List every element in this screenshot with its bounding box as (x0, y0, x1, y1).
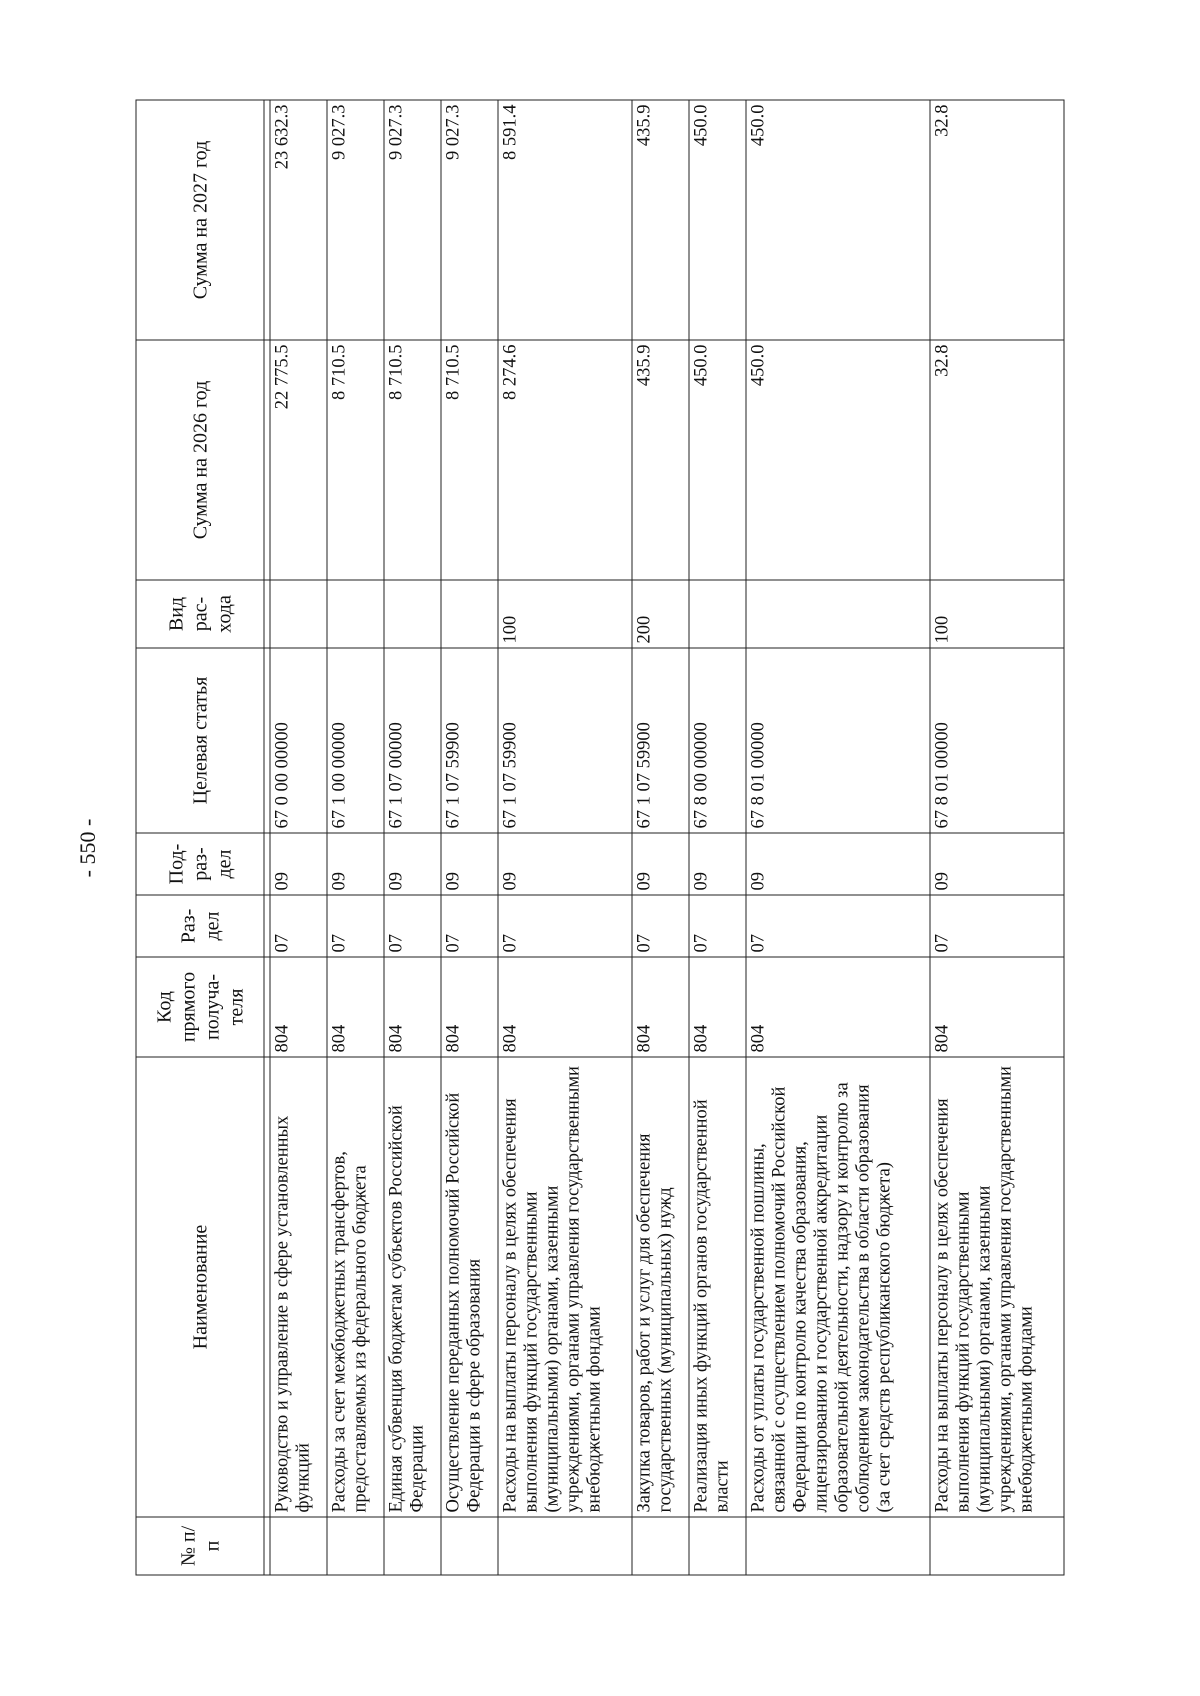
cell-sum-2026: 8 710.5 (327, 340, 384, 580)
cell-sum-2026: 450.0 (746, 340, 931, 580)
cell-expense-type: 100 (498, 580, 632, 648)
cell-num (746, 1517, 931, 1575)
cell-sum-2026: 8 710.5 (441, 340, 498, 580)
cell-name: Расходы от уплаты государственной пошлины, связанной с осуществлением полномочий Российской Федерации по контролю качества образования, лицензированию и государственной аккредитации образовательной деятельности, надзору и контролю за соблюдением законодательства в области образования (за счет средств республиканского бюджета) (746, 1057, 931, 1517)
cell-num (689, 1517, 746, 1575)
cell-sum-2026: 450.0 (689, 340, 746, 580)
cell-subsection: 09 (746, 833, 931, 895)
header-expense-type: Вид рас-хода (136, 580, 264, 648)
table-row (270, 100, 327, 1575)
cell-recipient: 804 (441, 957, 498, 1057)
cell-recipient: 804 (930, 957, 1064, 1057)
cell-target: 67 1 00 00000 (327, 648, 384, 833)
cell-recipient: 804 (327, 957, 384, 1057)
header-name: Наименование (136, 1057, 264, 1517)
budget-table-container (136, 101, 1065, 1576)
cell-target: 67 0 00 00000 (270, 648, 327, 833)
cell-recipient: 804 (632, 957, 689, 1057)
cell-sum-2026: 435.9 (632, 340, 689, 580)
cell-target: 67 1 07 59900 (632, 648, 689, 833)
cell-section: 07 (441, 895, 498, 957)
cell-expense-type: 100 (930, 580, 1064, 648)
table-row (441, 100, 498, 1575)
cell-name: Расходы за счет межбюджетных трансфертов, предоставляемых из федерального бюджета (327, 1057, 384, 1517)
cell-num (270, 1517, 327, 1575)
cell-section: 07 (689, 895, 746, 957)
header-recipient: Код прямого получа-теля (136, 957, 264, 1057)
cell-target: 67 1 07 59900 (498, 648, 632, 833)
cell-sum-2027: 450.0 (746, 100, 931, 340)
header-num: № п/п (136, 1517, 264, 1575)
cell-expense-type (746, 580, 931, 648)
cell-target: 67 8 01 00000 (930, 648, 1064, 833)
cell-sum-2026: 32.8 (930, 340, 1064, 580)
table-row (498, 100, 632, 1575)
cell-name: Осуществление переданных полномочий Российской Федерации в сфере образования (441, 1057, 498, 1517)
cell-sum-2026: 8 274.6 (498, 340, 632, 580)
cell-expense-type (689, 580, 746, 648)
cell-subsection: 09 (689, 833, 746, 895)
table-row (632, 100, 689, 1575)
cell-expense-type (270, 580, 327, 648)
table-row (689, 100, 746, 1575)
cell-sum-2026: 22 775.5 (270, 340, 327, 580)
cell-sum-2027: 9 027.3 (441, 100, 498, 340)
budget-table (136, 100, 1065, 1576)
cell-sum-2026: 8 710.5 (384, 340, 441, 580)
cell-target: 67 1 07 00000 (384, 648, 441, 833)
cell-expense-type (441, 580, 498, 648)
cell-recipient: 804 (746, 957, 931, 1057)
cell-section: 07 (498, 895, 632, 957)
cell-sum-2027: 9 027.3 (384, 100, 441, 340)
cell-sum-2027: 435.9 (632, 100, 689, 340)
cell-expense-type (327, 580, 384, 648)
cell-name: Реализация иных функций органов государственной власти (689, 1057, 746, 1517)
cell-section: 07 (270, 895, 327, 957)
cell-num (632, 1517, 689, 1575)
cell-section: 07 (930, 895, 1064, 957)
cell-section: 07 (632, 895, 689, 957)
cell-subsection: 09 (632, 833, 689, 895)
cell-target: 67 1 07 59900 (441, 648, 498, 833)
cell-sum-2027: 32.8 (930, 100, 1064, 340)
cell-recipient: 804 (270, 957, 327, 1057)
table-row (746, 100, 931, 1575)
cell-subsection: 09 (441, 833, 498, 895)
cell-section: 07 (746, 895, 931, 957)
cell-num (498, 1517, 632, 1575)
cell-sum-2027: 23 632.3 (270, 100, 327, 340)
cell-subsection: 09 (930, 833, 1064, 895)
cell-section: 07 (384, 895, 441, 957)
cell-subsection: 09 (270, 833, 327, 895)
cell-expense-type (384, 580, 441, 648)
cell-name: Расходы на выплаты персоналу в целях обеспечения выполнения функций государственными (муниципальными) органами, казенными учреждениями, органами управления государственными внебюджетными фондами (930, 1057, 1064, 1517)
cell-name: Руководство и управление в сфере установленных функций (270, 1057, 327, 1517)
header-subsection: Под-раз-дел (136, 833, 264, 895)
cell-sum-2027: 8 591.4 (498, 100, 632, 340)
header-sum-2026: Сумма на 2026 год (136, 340, 264, 580)
table-row (384, 100, 441, 1575)
table-row (930, 100, 1064, 1575)
cell-target: 67 8 00 00000 (689, 648, 746, 833)
page-number: - 550 - (75, 818, 100, 878)
table-row (327, 100, 384, 1575)
cell-num (384, 1517, 441, 1575)
cell-section: 07 (327, 895, 384, 957)
cell-recipient: 804 (498, 957, 632, 1057)
header-section: Раз-дел (136, 895, 264, 957)
cell-name: Единая субвенция бюджетам субъектов Российской Федерации (384, 1057, 441, 1517)
cell-num (327, 1517, 384, 1575)
cell-subsection: 09 (384, 833, 441, 895)
cell-target: 67 8 01 00000 (746, 648, 931, 833)
cell-num (930, 1517, 1064, 1575)
cell-num (441, 1517, 498, 1575)
cell-name: Закупка товаров, работ и услуг для обеспечения государственных (муниципальных) нужд (632, 1057, 689, 1517)
header-sum-2027: Сумма на 2027 год (136, 100, 264, 340)
cell-recipient: 804 (689, 957, 746, 1057)
cell-expense-type: 200 (632, 580, 689, 648)
cell-subsection: 09 (498, 833, 632, 895)
cell-name: Расходы на выплаты персоналу в целях обеспечения выполнения функций государственными (муниципальными) органами, казенными учреждениями, органами управления государственными внебюджетными фондами (498, 1057, 632, 1517)
header-row (136, 100, 264, 1575)
cell-sum-2027: 450.0 (689, 100, 746, 340)
header-target: Целевая статья (136, 648, 264, 833)
cell-sum-2027: 9 027.3 (327, 100, 384, 340)
cell-subsection: 09 (327, 833, 384, 895)
cell-recipient: 804 (384, 957, 441, 1057)
